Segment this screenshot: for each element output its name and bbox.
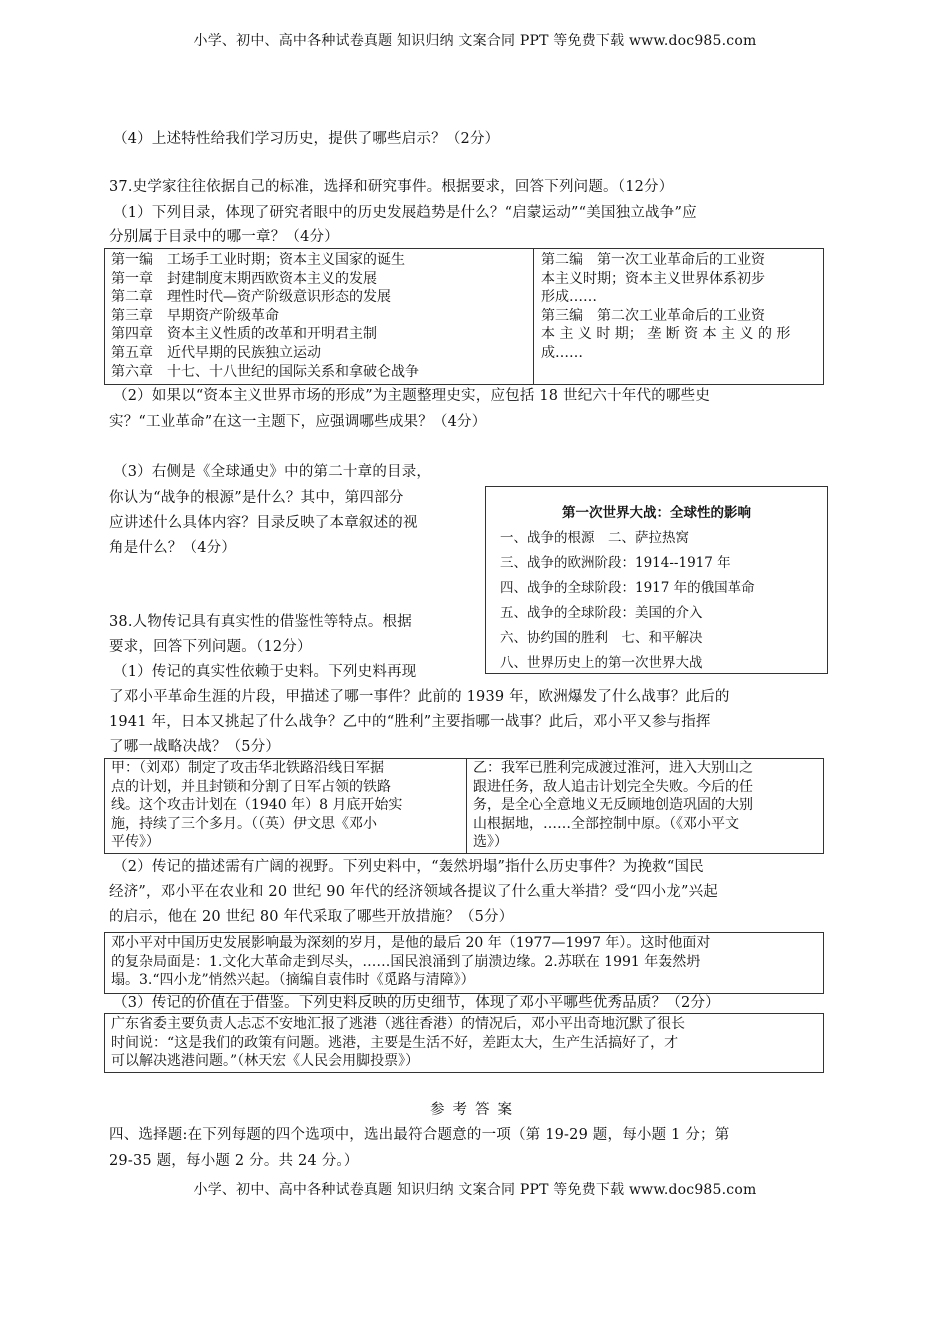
answers-section-line-2: 29-35 题，每小题 2 分。共 24 分。） [109,1153,359,1169]
source-jia-line: 甲：（刘邓）制定了攻击华北铁路沿线日军据 [111,760,384,776]
toc-left-line: 第三章 早期资产阶级革命 [111,307,279,324]
source-yi-line: 选》） [473,834,508,851]
source-p2-line: 邓小平对中国历史发展影响最为深刻的岁月，是他的最后 20 年（1977—1997 年）。这时他面对 [111,935,711,951]
question-37-stem: 37.史学家往往依据自己的标准，选择和研究事件。根据要求，回答下列问题。（12分） [109,179,674,195]
source-jia-line: 线。这个攻击计划在（1940 年）8 月底开始实 [111,797,403,814]
source-material-box-p3 [104,1013,824,1073]
source-yi-line: 山根据地，……全部控制中原。（《邓小平文 [473,815,739,832]
toc-right-line: 第三编 第二次工业革命后的工业资 [541,307,765,324]
source-jia-line: 平传》） [111,834,160,851]
source-p3-line: 时间说：“这是我们的政策有问题。逃港，主要是生活不好，差距太大，生产生活搞好了，才 [111,1034,679,1051]
source-yi-line: 乙：我军已胜利完成渡过淮河，进入大别山之 [473,760,753,776]
source-p2-line: 的复杂局面是：1.文化大革命走到尽头，……国民浪涌到了崩溃边缘。2.苏联在 1991 年轰然坍 [111,953,701,970]
toc-right-column [541,251,790,363]
table-column-divider [533,249,534,384]
source-jia-line: 点的计划，并且封锁和分割了日军占领的铁路 [111,778,391,795]
wwi-outline-title: 第一次世界大战：全球性的影响 [562,505,751,521]
toc-right-line: 本主义时期；资本主义世界体系初步 [541,270,765,287]
question-37-part-3-line-3: 应讲述什么具体内容？目录反映了本章叙述的视 [109,515,418,531]
wwi-outline-item: 一、战争的根源 二、萨拉热窝 [500,530,689,546]
question-38-part-1-line-3: 1941 年，日本又挑起了什么战争？乙中的“胜利”主要指哪一战事？此后，邓小平又参与指挥 [109,714,711,730]
wwi-outline-item: 四、战争的全球阶段：1917 年的俄国革命 [500,580,755,596]
question-38-part-2-line-2: 经济”，邓小平在农业和 20 世纪 90 年代的经济领域各提议了什么重大举措？受“四小龙”兴起 [109,884,718,900]
question-36-part-4: （4）上述特性给我们学习历史，提供了哪些启示？（2分） [113,131,500,147]
question-38-part-3: （3）传记的价值在于借鉴。下列史料反映的历史细节，体现了邓小平哪些优秀品质？（2分） [113,995,720,1011]
toc-right-line: 本 主 义 时 期； 垄 断 资 本 主 义 的 形 [541,326,791,343]
question-37-part-3-line-1: （3）右侧是《全球通史》中的第二十章的目录， [113,464,432,480]
question-37-part-3-line-2: 你认为“战争的根源”是什么？其中，第四部分 [109,490,404,506]
toc-left-line: 第一章 封建制度末期西欧资本主义的发展 [111,270,377,287]
toc-left-line: 第二章 理性时代—资产阶级意识形态的发展 [111,289,391,306]
answers-section-line-1: 四、选择题:在下列每题的四个选项中，选出最符合题意的一项（第 19-29 题，每小题 1 分；第 [109,1127,730,1143]
wwi-outline-item: 六、协约国的胜利 七、和平解决 [500,630,703,646]
toc-right-line: 第二编 第一次工业革命后的工业资 [541,252,765,268]
source-jia [111,759,402,852]
source-p3-text [111,1015,685,1071]
toc-left-column [111,251,419,381]
toc-left-line: 第一编 工场手工业时期；资本主义国家的诞生 [111,252,405,268]
wwi-outline-item: 八、世界历史上的第一次世界大战 [500,655,703,671]
source-material-table [104,758,824,854]
source-jia-line: 施，持续了三个多月。（（英）伊文思《邓小 [111,815,377,832]
wwi-chapter-outline-box [485,486,828,674]
question-37-part-2-line-1: （2）如果以“资本主义世界市场的形成”为主题整理史实，应包括 18 世纪六十年代的哪些史 [113,388,711,404]
wwi-outline-item: 三、战争的欧洲阶段：1914--1917 年 [500,555,731,571]
question-37-part-1-line-2: 分别属于目录中的哪一章？（4分） [109,229,339,245]
toc-right-line: 形成…… [541,289,597,306]
table-column-divider [466,759,467,853]
source-p2-text [111,934,710,990]
source-yi-line: 务，是全心全意地义无反顾地创造巩固的大别 [473,797,753,814]
question-38-part-1-line-2: 了邓小平革命生涯的片段，甲描述了哪一事件？此前的 1939 年，欧洲爆发了什么战事？此后的 [109,689,730,705]
toc-left-line: 第五章 近代早期的民族独立运动 [111,344,321,361]
question-38-part-2-line-3: 的启示，他在 20 世纪 80 年代采取了哪些开放措施？（5分） [109,909,514,925]
page-footer-watermark: 小学、初中、高中各种试卷真题 知识归纳 文案合同 PPT 等免费下载 www.doc985.com [193,1182,757,1198]
toc-right-line: 成…… [541,344,583,361]
wwi-outline-item: 五、战争的全球阶段：美国的介入 [500,605,703,621]
toc-left-line: 第四章 资本主义性质的改革和开明君主制 [111,326,377,343]
question-38-part-1-line-4: 了哪一战略决战？（5分） [109,739,281,755]
source-p2-line: 塌。3.“四小龙”悄然兴起。（摘编自袁伟时《觅路与清障》） [111,972,475,989]
toc-left-line: 第六章 十七、十八世纪的国际关系和拿破仑战争 [111,363,419,380]
source-yi-line: 跟进任务，敌人追击计划完全失败。今后的任 [473,778,753,795]
source-p3-line: 广东省委主要负责人忐忑不安地汇报了逃港（逃往香港）的情况后，邓小平出奇地沉默了很长 [111,1016,685,1032]
source-material-box-p2 [104,932,824,994]
source-p3-line: 可以解决逃港问题。”（林天宏《人民会用脚投票》） [111,1053,420,1070]
question-37-part-1-line-1: （1）下列目录，体现了研究者眼中的历史发展趋势是什么？“启蒙运动”“美国独立战争”应 [113,205,697,221]
answers-heading: 参考答案 [430,1102,520,1118]
question-37-part-3-line-4: 角是什么？（4分） [109,540,237,556]
source-yi [473,759,753,852]
question-38-stem-line-2: 要求，回答下列问题。（12分） [109,639,312,655]
question-38-part-2-line-1: （2）传记的描述需有广阔的视野。下列史料中，“轰然坍塌”指什么历史事件？为挽救“国民 [113,859,704,875]
table-of-contents-table [104,248,824,385]
question-37-part-2-line-2: 实？“工业革命”在这一主题下，应强调哪些成果？（4分） [109,414,487,430]
question-38-part-1-line-1: （1）传记的真实性依赖于史料。下列史料再现 [113,664,417,680]
question-38-stem-line-1: 38.人物传记具有真实性的借鉴性等特点。根据 [109,614,412,630]
page-header-watermark: 小学、初中、高中各种试卷真题 知识归纳 文案合同 PPT 等免费下载 www.doc985.com [193,33,757,49]
